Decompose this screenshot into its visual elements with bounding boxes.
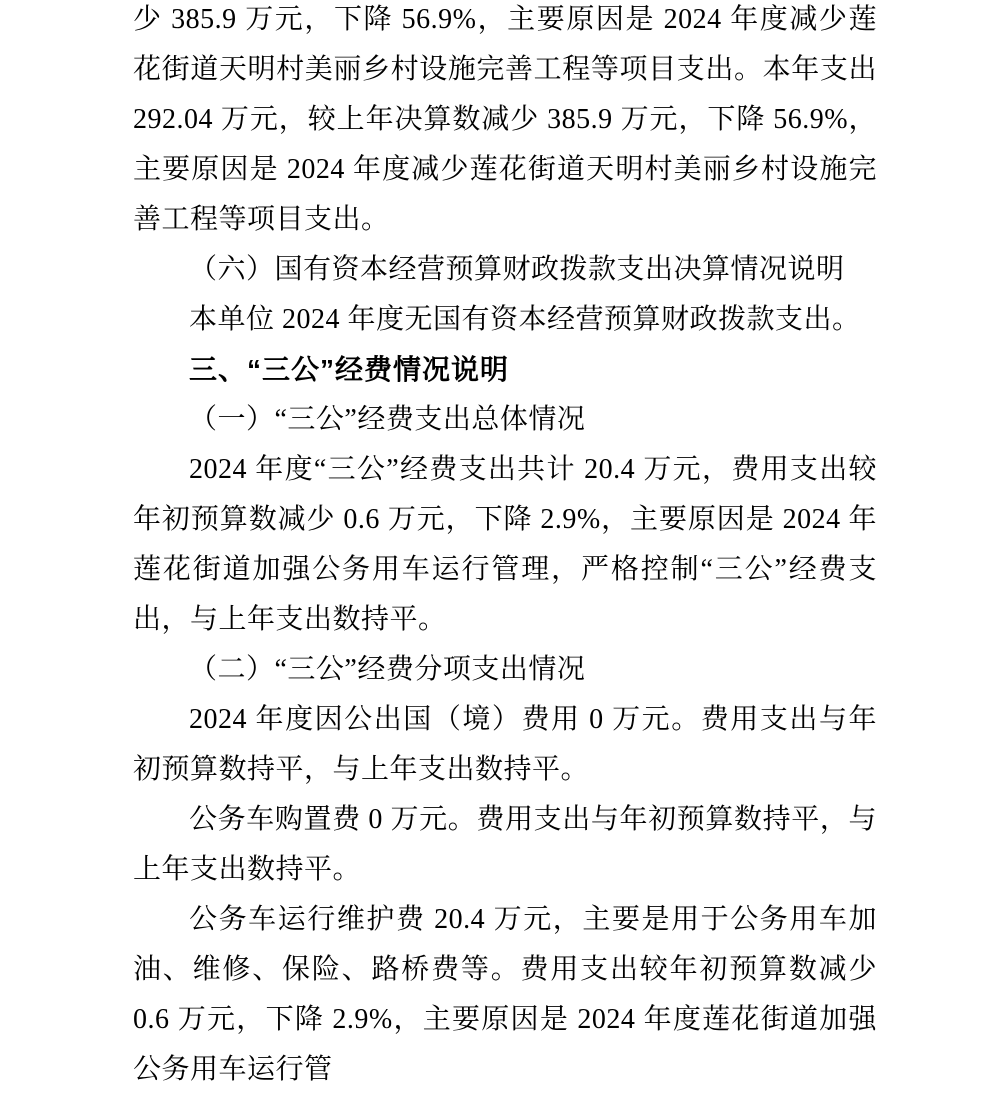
document-text-block	[133, 0, 877, 1095]
paragraph-state-capital-none: 本单位 2024 年度无国有资本经营预算财政拨款支出。	[189, 304, 861, 335]
subsection-heading-state-capital-budget: （六）国有资本经营预算财政拨款支出决算情况说明	[189, 254, 845, 285]
paragraph-vehicle-purchase-expense: 公务车购置费 0 万元。费用支出与年初预算数持平，与上年支出数持平。	[133, 804, 877, 885]
paragraph-vehicle-maintenance-expense: 公务车运行维护费 20.4 万元，主要是用于公务用车加油、维修、保险、路桥费等。费用支出较年初预算数减少 0.6 万元，下降 2.9%，主要原因是 2024 年度莲花街道加强公务用车运行管	[133, 904, 877, 1085]
paragraph-overall-expenditure: 2024 年度“三公”经费支出共计 20.4 万元，费用支出较年初预算数减少 0.6 万元，下降 2.9%，主要原因是 2024 年莲花街道加强公务用车运行管理，严格控制“三公”经费支出，与上年支出数持平。	[133, 454, 877, 635]
paragraph-overseas-travel-expense: 2024 年度因公出国（境）费用 0 万元。费用支出与年初预算数持平，与上年支出数持平。	[133, 704, 877, 785]
subsection-heading-overall-situation: （一）“三公”经费支出总体情况	[189, 404, 586, 435]
section-heading-three-public-funds: 三、“三公”经费情况说明	[189, 354, 510, 385]
subsection-heading-itemized-expenditure: （二）“三公”经费分项支出情况	[189, 654, 586, 685]
paragraph-continuation-expenditure-decrease: 少 385.9 万元，下降 56.9%，主要原因是 2024 年度减少莲花街道天明村美丽乡村设施完善工程等项目支出。本年支出 292.04 万元，较上年决算数减少 385.9 万元，下降 56.9%，主要原因是 2024 年度减少莲花街道天明村美丽乡村设施完善工程等项目支出。	[133, 4, 877, 235]
